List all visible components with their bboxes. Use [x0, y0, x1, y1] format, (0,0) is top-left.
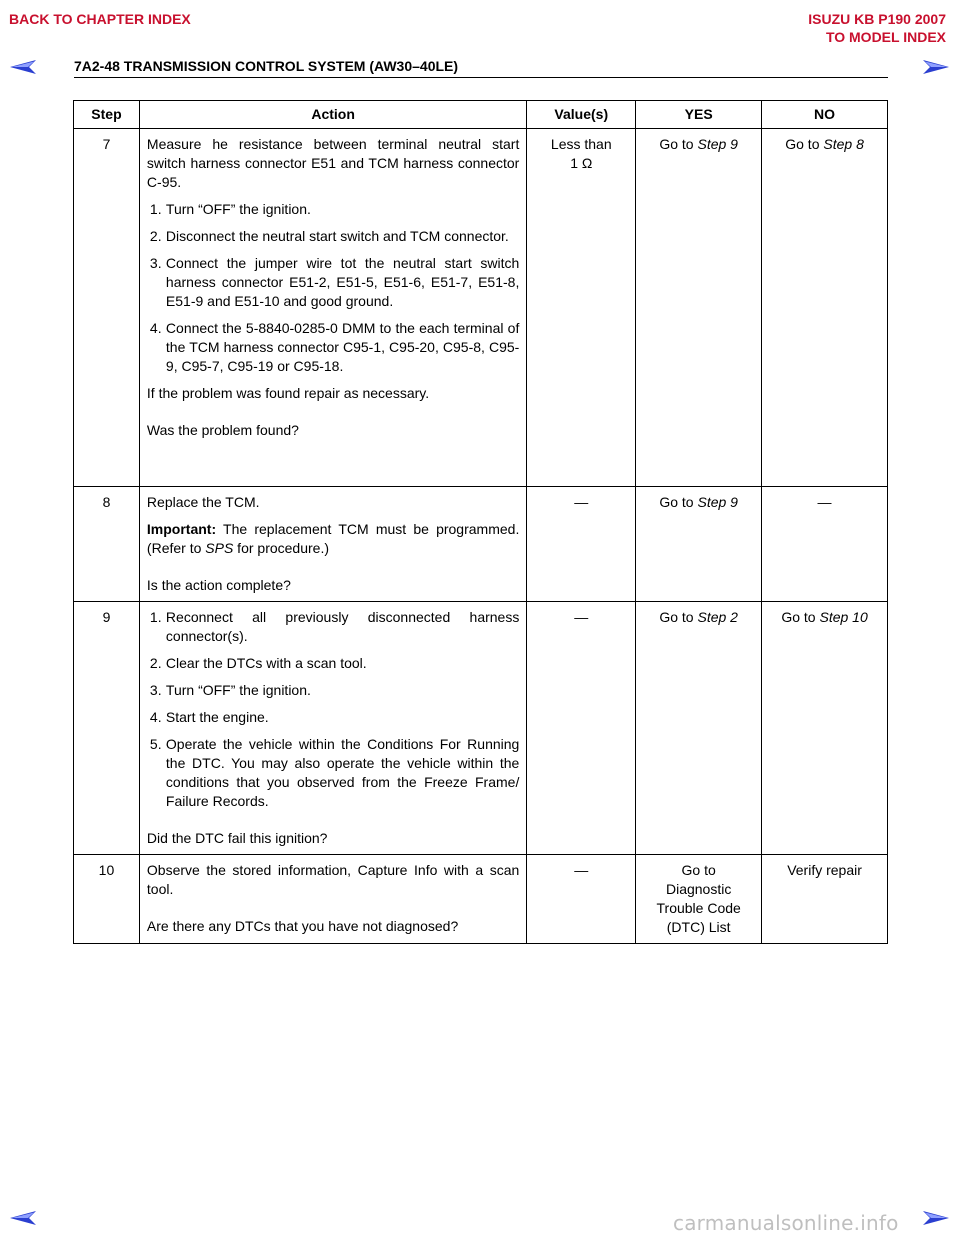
- watermark: carmanualsonline.info: [673, 1211, 899, 1235]
- heading-divider: [74, 77, 888, 78]
- yes-cell: Go to Step 2: [636, 602, 762, 855]
- action-question: Did the DTC fail this ignition?: [146, 830, 328, 846]
- list-item: 5. Operate the vehicle within the Conditions For Running the DTC. You may also operate the vehicle within the conditions that you observed from the Freeze Frame/ Failure Records.: [149, 736, 520, 809]
- action-cell: [139, 487, 526, 602]
- list-item: 3. Connect the jumper wire tot the neutral start switch harness connector E51-2, E51-5, E51-6, E51-7, E51-8, E51-9 and E51-10 and good ground.: [149, 255, 520, 309]
- no-cell: Verify repair: [762, 855, 888, 944]
- table-header-row: [74, 101, 888, 129]
- action-steps-list: [147, 608, 519, 811]
- list-item: 3. Turn “OFF” the ignition.: [149, 682, 311, 698]
- go-to-step-link[interactable]: Step 9: [697, 136, 738, 152]
- diagnostic-table: [73, 100, 888, 944]
- sps-reference: SPS: [205, 540, 234, 556]
- to-model-index-link[interactable]: TO MODEL INDEX: [825, 29, 946, 45]
- step-number: 8: [74, 487, 140, 602]
- yes-cell: Go to Step 9: [636, 487, 762, 602]
- step-number: 9: [74, 602, 140, 855]
- go-to-step-link[interactable]: Step 8: [823, 136, 864, 152]
- value-cell: —: [527, 487, 636, 602]
- table-row: [74, 602, 888, 855]
- no-cell: Go to Step 8: [762, 129, 888, 487]
- header-step: Step: [74, 101, 140, 129]
- action-intro: Measure he resistance between terminal neutral start switch harness connector E51 and TCM harness connector C-95.: [146, 136, 520, 190]
- table-row: [74, 855, 888, 944]
- go-to-step-link[interactable]: Step 10: [819, 609, 868, 625]
- table-row: [74, 129, 888, 487]
- no-cell: —: [762, 487, 888, 602]
- list-item: 2. Disconnect the neutral start switch and TCM connector.: [149, 228, 509, 244]
- table-row: [74, 487, 888, 602]
- action-cell: [139, 855, 526, 944]
- arrow-left-icon[interactable]: [9, 59, 37, 75]
- action-cell: [139, 602, 526, 855]
- value-cell: Less than 1 Ω: [527, 129, 636, 487]
- model-title: ISUZU KB P190 2007: [808, 11, 946, 27]
- header-action: Action: [139, 101, 526, 129]
- action-question: Are there any DTCs that you have not diagnosed?: [146, 918, 459, 934]
- back-to-chapter-index-link[interactable]: BACK TO CHAPTER INDEX: [9, 11, 191, 27]
- action-note: If the problem was found repair as necessary.: [146, 385, 430, 401]
- page-heading: 7A2-48 TRANSMISSION CONTROL SYSTEM (AW30–40LE): [74, 58, 459, 74]
- value-cell: —: [527, 855, 636, 944]
- list-item: 4. Connect the 5-8840-0285-0 DMM to the each terminal of the TCM harness connector C95-1, C95-20, C95-8, C95-9, C95-7, C95-19 or C95-18.: [149, 320, 520, 374]
- important-note: Important: The replacement TCM must be programmed. (Refer to SPS for procedure.): [146, 521, 520, 556]
- go-to-step-link[interactable]: Step 9: [697, 494, 738, 510]
- list-item: 4. Start the engine.: [149, 709, 269, 725]
- yes-cell: Go to Step 9: [636, 129, 762, 487]
- header-no: NO: [762, 101, 888, 129]
- yes-cell: Go to Diagnostic Trouble Code (DTC) List: [636, 855, 762, 944]
- action-intro: Replace the TCM.: [146, 494, 260, 510]
- step-number: 7: [74, 129, 140, 487]
- arrow-left-icon[interactable]: [9, 1210, 37, 1226]
- arrow-right-icon[interactable]: [922, 59, 950, 75]
- step-number: 10: [74, 855, 140, 944]
- no-cell: Go to Step 10: [762, 602, 888, 855]
- list-item: 1. Reconnect all previously disconnected harness connector(s).: [149, 609, 520, 644]
- arrow-right-icon[interactable]: [922, 1210, 950, 1226]
- action-question: Is the action complete?: [146, 577, 291, 593]
- header-values: Value(s): [527, 101, 636, 129]
- go-to-step-link[interactable]: Step 2: [697, 609, 738, 625]
- action-steps-list: [147, 200, 519, 376]
- list-item: 1. Turn “OFF” the ignition.: [149, 201, 311, 217]
- action-intro: Observe the stored information, Capture Info with a scan tool.: [146, 862, 520, 897]
- action-question: Was the problem found?: [146, 422, 299, 438]
- value-cell: —: [527, 602, 636, 855]
- action-cell: [139, 129, 526, 487]
- header-yes: YES: [636, 101, 762, 129]
- list-item: 2. Clear the DTCs with a scan tool.: [149, 655, 367, 671]
